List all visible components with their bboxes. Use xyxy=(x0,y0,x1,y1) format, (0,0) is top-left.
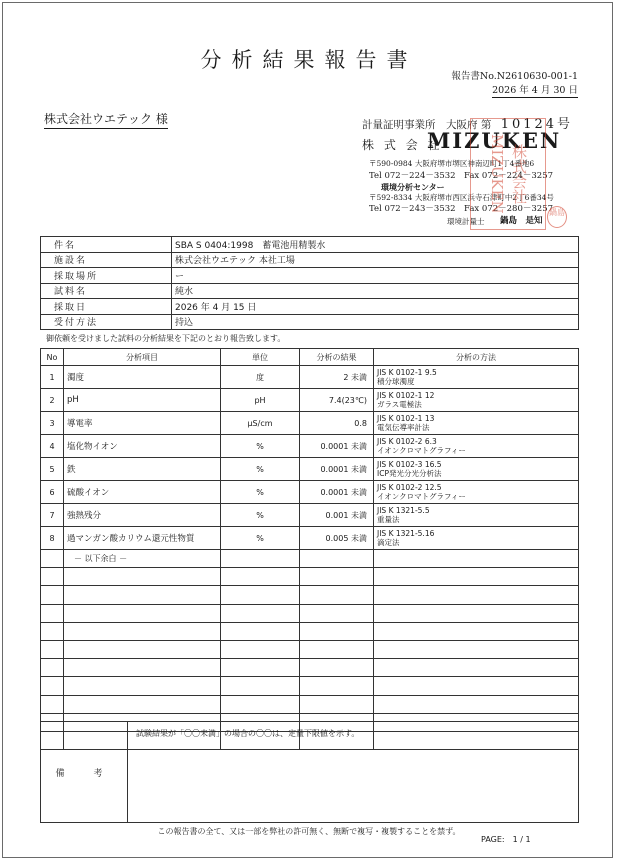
header-unit: 単位 xyxy=(221,349,300,366)
center-address: 〒592-8334 大阪府堺市西区浜寺石津町中2丁6番34号 xyxy=(369,193,554,202)
result-item: 鉄 xyxy=(64,458,221,481)
method-name: 積分球濁度 xyxy=(377,377,415,386)
info-value: 純水 xyxy=(172,283,579,299)
info-value: 持込 xyxy=(172,314,579,330)
method-standard: JIS K 0102-1 13 xyxy=(377,414,435,423)
info-row xyxy=(41,299,579,315)
result-method xyxy=(374,481,579,504)
center-name: 環境分析センター xyxy=(381,182,445,192)
result-item: 濁度 xyxy=(64,366,221,389)
method-standard: JIS K 1321-5.5 xyxy=(377,506,430,515)
info-value: 2026 年 4 月 15 日 xyxy=(172,299,579,315)
blank-row xyxy=(41,677,579,695)
result-no: 7 xyxy=(41,504,64,527)
result-method xyxy=(374,458,579,481)
cert-number-prefix: 第 xyxy=(480,119,492,131)
result-value: 0.001 未満 xyxy=(300,504,374,527)
blank-row xyxy=(41,640,579,658)
result-item: 過マンガン酸カリウム還元性物質 xyxy=(64,527,221,550)
info-value: ー xyxy=(172,268,579,284)
blank-row xyxy=(41,659,579,677)
report-number: 報告書No.N2610630-001-1 xyxy=(451,71,578,82)
result-value: 0.0001 未満 xyxy=(300,435,374,458)
info-row xyxy=(41,283,579,299)
result-row xyxy=(41,412,579,435)
method-standard: JIS K 0102-2 12.5 xyxy=(377,483,442,492)
info-value: 株式会社ウエテック 本社工場 xyxy=(172,252,579,268)
result-unit: % xyxy=(221,481,300,504)
center-phone: Tel 072－243－3532 Fax 072－280－3257 xyxy=(369,204,554,214)
method-standard: JIS K 1321-5.16 xyxy=(377,529,435,538)
result-value: 0.005 未満 xyxy=(300,527,374,550)
company-prefix: 株 式 会 社 xyxy=(362,138,443,152)
result-unit: 度 xyxy=(221,366,300,389)
report-date: 2026 年 4 月 30 日 xyxy=(492,82,578,98)
header-result: 分析の結果 xyxy=(300,349,374,366)
results-table xyxy=(40,348,579,750)
analyst-name: 鍋島 是知 xyxy=(500,216,543,226)
result-no: 2 xyxy=(41,389,64,412)
method-name: 重量法 xyxy=(377,515,400,524)
company-address: 〒590-0984 大阪府堺市堺区神南辺町1丁4番地6 xyxy=(369,159,535,168)
blank-row xyxy=(41,695,579,713)
result-item: pH xyxy=(64,389,221,412)
result-value: 2 未満 xyxy=(300,366,374,389)
blank-row xyxy=(41,568,579,586)
company-stamp: 株式会社MIZUKEN xyxy=(470,118,546,230)
result-method xyxy=(374,412,579,435)
result-value: 7.4(23℃) xyxy=(300,389,374,412)
info-label: 採取日 xyxy=(41,299,172,315)
info-row xyxy=(41,252,579,268)
result-value: 0.0001 未満 xyxy=(300,481,374,504)
info-label: 受付方法 xyxy=(41,314,172,330)
client-name: 株式会社ウエテック 様 xyxy=(44,110,168,129)
result-value: 0.0001 未満 xyxy=(300,458,374,481)
result-no: 6 xyxy=(41,481,64,504)
cert-number: 10124号 xyxy=(500,117,574,132)
info-value: SBA S 0404:1998 蓄電池用精製水 xyxy=(172,237,579,253)
result-item: 強熱残分 xyxy=(64,504,221,527)
result-item: 塩化物イオン xyxy=(64,435,221,458)
page-number: PAGE: 1 / 1 xyxy=(481,835,531,844)
method-standard: JIS K 0102-3 16.5 xyxy=(377,460,442,469)
result-method xyxy=(374,366,579,389)
method-name: 電気伝導率計法 xyxy=(377,423,430,432)
result-method xyxy=(374,527,579,550)
result-value: 0.8 xyxy=(300,412,374,435)
method-name: イオンクロマトグラフィー xyxy=(377,446,466,455)
remarks-box xyxy=(40,721,579,823)
blank-row xyxy=(41,586,579,604)
info-label: 件名 xyxy=(41,237,172,253)
blank-row xyxy=(41,622,579,640)
header-no: No xyxy=(41,349,64,366)
method-standard: JIS K 0102-1 9.5 xyxy=(377,368,437,377)
result-row xyxy=(41,527,579,550)
result-unit: % xyxy=(221,435,300,458)
method-name: イオンクロマトグラフィー xyxy=(377,492,466,501)
footer-notice: この報告書の全て、又は一部を弊社の許可無く、無断で複写・複製することを禁ず。 xyxy=(157,827,461,836)
result-no: 1 xyxy=(41,366,64,389)
info-label: 試料名 xyxy=(41,283,172,299)
result-item: 導電率 xyxy=(64,412,221,435)
remarks-label: 備 考 xyxy=(41,722,128,823)
blank-row xyxy=(41,604,579,622)
result-unit: % xyxy=(221,458,300,481)
method-name: 滴定法 xyxy=(377,538,400,547)
report-title: 分析結果報告書 xyxy=(200,48,418,72)
result-unit: % xyxy=(221,527,300,550)
result-method xyxy=(374,504,579,527)
info-row xyxy=(41,237,579,253)
info-row xyxy=(41,314,579,330)
result-no: 4 xyxy=(41,435,64,458)
header-item: 分析項目 xyxy=(64,349,221,366)
result-item: 硫酸イオン xyxy=(64,481,221,504)
result-row xyxy=(41,504,579,527)
result-row xyxy=(41,435,579,458)
result-unit: μS/cm xyxy=(221,412,300,435)
method-standard: JIS K 0102-1 12 xyxy=(377,391,435,400)
method-name: ガラス電極法 xyxy=(377,400,422,409)
results-header-row xyxy=(41,349,579,366)
sample-info-table xyxy=(40,236,579,330)
result-row xyxy=(41,366,579,389)
analyst-label: 環境計量士 xyxy=(447,217,485,226)
header-method: 分析の方法 xyxy=(374,349,579,366)
result-unit: % xyxy=(221,504,300,527)
result-unit: pH xyxy=(221,389,300,412)
result-no: 8 xyxy=(41,527,64,550)
info-label: 採取場所 xyxy=(41,268,172,284)
analyst-seal: 鍋島 xyxy=(547,206,567,228)
method-name: ICP発光分光分析法 xyxy=(377,469,442,478)
result-row xyxy=(41,458,579,481)
remarks-text: 試験結果が「〇〇未満」の場合の〇〇は、定量下限値を示す。 xyxy=(128,722,579,823)
result-row xyxy=(41,389,579,412)
result-method xyxy=(374,389,579,412)
result-no: 3 xyxy=(41,412,64,435)
company-name: MIZUKEN xyxy=(427,128,562,153)
cert-label: 計量証明事業所 大阪府 xyxy=(362,119,478,131)
info-row xyxy=(41,268,579,284)
result-no: 5 xyxy=(41,458,64,481)
info-label: 施設名 xyxy=(41,252,172,268)
intro-text: 御依頼を受けました試料の分析結果を下記のとおり報告致します。 xyxy=(46,334,286,343)
end-note: － 以下余白 － xyxy=(64,550,221,568)
company-phone: Tel 072－224－3532 Fax 072－224－3257 xyxy=(369,171,554,181)
end-note-row xyxy=(41,550,579,568)
result-method xyxy=(374,435,579,458)
result-row xyxy=(41,481,579,504)
method-standard: JIS K 0102-2 6.3 xyxy=(377,437,437,446)
